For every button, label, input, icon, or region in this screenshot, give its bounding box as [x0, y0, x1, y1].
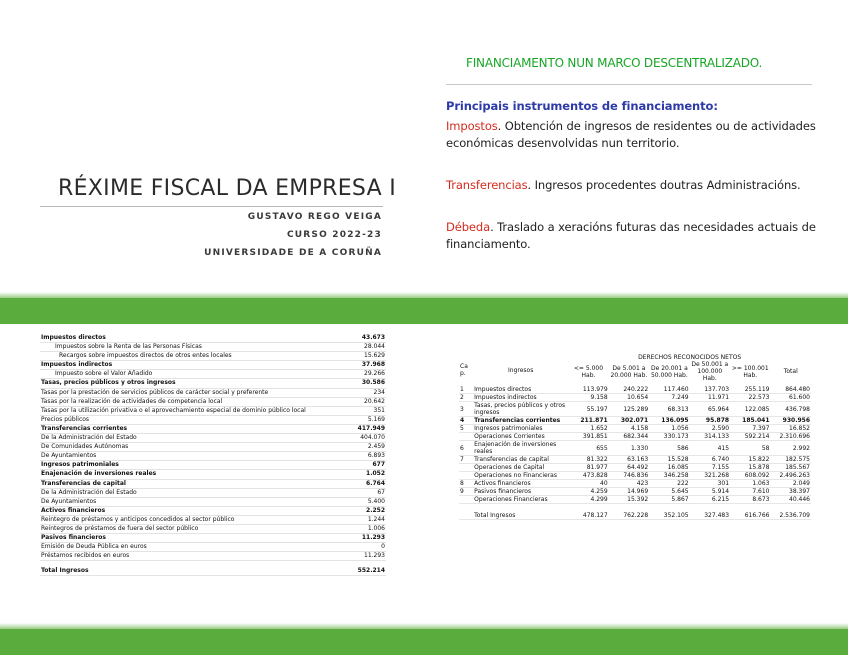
table-row: [40, 416, 386, 425]
row-cell: 14.969: [609, 488, 649, 496]
row-cell: 185.041: [730, 417, 770, 425]
row-cap: 2: [459, 394, 473, 402]
row-cell: 15.392: [609, 496, 649, 504]
instruments-heading-text: Principais instrumentos de financiamento:: [446, 99, 718, 113]
row-value: 20.642: [364, 397, 385, 405]
row-cell: 2.536.709: [771, 512, 812, 520]
row-cell: 4.299: [568, 496, 608, 504]
table-row: [459, 496, 811, 504]
row-label: Tasas por la utilización privativa o el aprovechamiento especial de dominio público local: [41, 406, 306, 414]
table-row: [459, 402, 811, 417]
row-cell: 64.492: [609, 464, 649, 472]
row-value: 2.459: [367, 443, 385, 451]
row-label: Impuestos sobre la Renta de las Personas Físicas: [55, 343, 202, 351]
row-value: 30.586: [361, 379, 385, 387]
row-value: 1.006: [367, 524, 385, 532]
row-cell: 346.258: [649, 472, 689, 480]
table-row: [40, 425, 386, 434]
row-value: 1.052: [366, 470, 385, 478]
row-cell: 40.446: [771, 496, 812, 504]
financing-slide-title: FINANCIAMENTO NUN MARCO DESCENTRALIZADO.: [466, 56, 763, 70]
row-cell: 185.567: [771, 464, 812, 472]
table-row: [459, 456, 811, 464]
row-cell: 2.049: [771, 480, 812, 488]
row-cap: [459, 472, 473, 480]
row-cell: 136.095: [649, 417, 689, 425]
row-label: Tasas por la prestación de servicios públicos de carácter social y preferente: [41, 388, 269, 396]
row-cell: 222: [649, 480, 689, 488]
desc-transferencias: . Ingresos procedentes doutras Administracións.: [527, 178, 801, 192]
row-cell: 352.105: [649, 512, 689, 520]
row-label: Transferencias de capital: [473, 456, 568, 464]
row-cell: 1.056: [649, 425, 689, 433]
row-value: 417.949: [357, 424, 385, 432]
instrument-impostos: [446, 118, 830, 152]
row-cell: 65.964: [690, 402, 730, 417]
table-row: [40, 407, 386, 416]
author-name: GUSTAVO REGO VEIGA: [247, 212, 382, 222]
table-row: [40, 498, 386, 507]
row-cap: 1: [459, 386, 473, 394]
row-label: Tasas, precios públicos y otros ingresos: [41, 379, 176, 387]
row-cell: 16.085: [649, 464, 689, 472]
row-label: Enajenación de inversiones reales: [41, 470, 157, 478]
col-header-cap: Ca p.: [460, 363, 468, 377]
row-cell: 1.652: [568, 425, 608, 433]
row-cell: 586: [649, 441, 689, 456]
row-cell: 16.852: [771, 425, 812, 433]
table-row: [40, 352, 386, 361]
row-label: Transferencias de capital: [41, 479, 126, 487]
table-row: [459, 472, 811, 480]
row-label: De la Administración del Estado: [41, 434, 137, 442]
row-cell: 22.573: [730, 394, 770, 402]
row-label: Precios públicos: [41, 415, 90, 423]
table-row: [40, 543, 386, 552]
row-cell: 5.867: [649, 496, 689, 504]
row-cell: 682.344: [609, 433, 649, 441]
row-cell: 321.268: [690, 472, 730, 480]
row-value: 29.266: [364, 370, 385, 378]
row-cell: 40: [568, 480, 608, 488]
table-row: [40, 480, 386, 489]
table-row: [40, 334, 386, 343]
row-value: 28.044: [364, 343, 385, 351]
row-label: Total Ingresos: [41, 567, 89, 575]
row-cell: 746.836: [609, 472, 649, 480]
row-value: 5.400: [367, 497, 385, 505]
row-label: Operaciones Corrientes: [473, 433, 568, 441]
row-cell: 58: [730, 441, 770, 456]
row-cell: 240.222: [609, 386, 649, 394]
table-row: [459, 425, 811, 433]
table-row: [40, 525, 386, 534]
table-row: [459, 394, 811, 402]
row-cell: 314.133: [690, 433, 730, 441]
row-label: Operaciones no Financieras: [473, 472, 568, 480]
row-cell: 7.155: [690, 464, 730, 472]
table-row: [459, 386, 811, 394]
row-label: De Ayuntamientos: [41, 497, 97, 505]
row-label: Impuestos indirectos: [473, 394, 568, 402]
row-value: 0: [381, 543, 385, 551]
row-cell: 137.703: [690, 386, 730, 394]
row-cell: 68.313: [649, 402, 689, 417]
row-label: Activos financieros: [41, 506, 106, 514]
table-spacer: [459, 504, 811, 513]
row-cell: 7.249: [649, 394, 689, 402]
row-label: Pasivos financieros: [473, 488, 568, 496]
row-label: Emisión de Deuda Pública en euros: [41, 543, 147, 551]
row-cell: 4.158: [609, 425, 649, 433]
row-cell: 473.828: [568, 472, 608, 480]
row-label: Ingresos patrimoniales: [41, 461, 119, 469]
row-value: 2.252: [366, 506, 385, 514]
university-label: UNIVERSIDADE DE A CORUÑA: [204, 248, 382, 258]
row-label: Operaciones Financieras: [473, 496, 568, 504]
row-label: Total Ingresos: [473, 512, 568, 520]
row-cell: 6.740: [690, 456, 730, 464]
row-cell: 81.977: [568, 464, 608, 472]
row-cell: 423: [609, 480, 649, 488]
row-cell: 415: [690, 441, 730, 456]
row-cell: 15.528: [649, 456, 689, 464]
financing-title-divider: [446, 84, 812, 85]
row-value: 11.293: [364, 552, 385, 560]
row-cell: 391.851: [568, 433, 608, 441]
table-row: [40, 516, 386, 525]
table-row: [40, 461, 386, 470]
row-cell: 2.992: [771, 441, 812, 456]
col-header: <= 5.000 Hab.: [573, 364, 604, 379]
row-value: 11.293: [361, 534, 385, 542]
row-cell: 592.214: [730, 433, 770, 441]
row-value: 15.629: [364, 352, 385, 360]
row-cell: 5.645: [649, 488, 689, 496]
row-cap: [459, 496, 473, 504]
row-cell: 1.063: [730, 480, 770, 488]
row-cell: 608.092: [730, 472, 770, 480]
table-row: [40, 534, 386, 543]
row-value: 6.893: [367, 452, 385, 460]
row-cap: 5: [459, 425, 473, 433]
row-cell: 930.956: [771, 417, 812, 425]
row-label: Transferencias corrientes: [473, 417, 568, 425]
instrument-transferencias: [446, 177, 830, 194]
row-cap: 8: [459, 480, 473, 488]
row-cell: 2.590: [690, 425, 730, 433]
revenue-table-left: [40, 334, 386, 576]
green-band-top: [0, 298, 848, 324]
course-label: CURSO 2022-23: [286, 230, 382, 240]
row-cell: 255.119: [730, 386, 770, 394]
row-cell: 655: [568, 441, 608, 456]
row-cell: 5.914: [690, 488, 730, 496]
table-row: [459, 480, 811, 488]
row-cell: 15.878: [730, 464, 770, 472]
col-header: De 20.001 a 50.000 Hab.: [650, 364, 688, 379]
row-cell: 182.575: [771, 456, 812, 464]
row-cell: 38.397: [771, 488, 812, 496]
row-label: Activos financieros: [473, 480, 568, 488]
group-header: DERECHOS RECONOCIDOS NETOS: [638, 354, 742, 361]
row-cap: 4: [459, 417, 473, 425]
row-label: De la Administración del Estado: [41, 488, 137, 496]
row-cell: 11.971: [690, 394, 730, 402]
table-row: [40, 443, 386, 452]
desc-impostos: . Obtención de ingresos de residentes ou de actividades económicas desenvolvidas nun territorio.: [446, 119, 816, 150]
row-cap: [459, 464, 473, 472]
row-cell: 55.197: [568, 402, 608, 417]
table-row: [40, 507, 386, 516]
col-header: >= 100.001 Hab.: [731, 364, 769, 379]
row-cap: 3: [459, 402, 473, 417]
table-row: [459, 488, 811, 496]
term-debeda: Débeda: [446, 220, 491, 234]
table-row: [40, 434, 386, 443]
row-cell: 95.878: [690, 417, 730, 425]
row-cell: 6.215: [690, 496, 730, 504]
table-row: [40, 552, 386, 561]
row-label: Recargos sobre impuestos directos de otros entes locales: [59, 352, 232, 360]
table-row: [40, 361, 386, 370]
table-row: [40, 452, 386, 461]
row-cell: 122.085: [730, 402, 770, 417]
row-cap: [459, 512, 473, 520]
table-row: [459, 433, 811, 441]
row-value: 234: [373, 388, 385, 396]
table-row: [40, 398, 386, 407]
row-cell: 113.979: [568, 386, 608, 394]
row-label: Impuestos directos: [473, 386, 568, 394]
row-label: De Ayuntamientos: [41, 452, 97, 460]
row-cell: 616.766: [730, 512, 770, 520]
row-cell: 2.496.263: [771, 472, 812, 480]
row-label: Reintegro de préstamos y anticipos concedidos al sector público: [41, 515, 235, 523]
col-header: De 5.001 a 20.000 Hab.: [610, 364, 648, 379]
row-cell: 125.289: [609, 402, 649, 417]
row-value: 351: [373, 406, 385, 414]
row-label: Transferencias corrientes: [41, 424, 128, 432]
row-label: Tasas, precios públicos y otros ingresos: [473, 402, 568, 417]
row-cell: 330.173: [649, 433, 689, 441]
row-value: 43.673: [361, 334, 385, 341]
row-cap: 6: [459, 441, 473, 456]
row-cell: 327.483: [690, 512, 730, 520]
row-cell: 762.228: [609, 512, 649, 520]
row-cell: 4.259: [568, 488, 608, 496]
row-cell: 8.673: [730, 496, 770, 504]
term-transferencias: Transferencias: [446, 178, 528, 192]
row-value: 552.214: [357, 567, 385, 575]
row-value: 404.070: [360, 434, 385, 442]
row-cell: 7.610: [730, 488, 770, 496]
table-row: [459, 441, 811, 456]
table-row: [459, 512, 811, 520]
table-row: [40, 343, 386, 352]
row-cell: 117.460: [649, 386, 689, 394]
table-row: [40, 470, 386, 479]
row-cell: 15.822: [730, 456, 770, 464]
green-band-bottom: [0, 629, 848, 655]
row-value: 67: [377, 488, 385, 496]
row-label: Impuestos indirectos: [41, 361, 113, 369]
row-cell: 61.600: [771, 394, 812, 402]
presentation-title: RÉXIME FISCAL DA EMPRESA I: [58, 176, 397, 201]
title-divider: [40, 206, 383, 207]
table-row: [40, 370, 386, 379]
col-header: Total: [783, 368, 798, 375]
row-cap: 7: [459, 456, 473, 464]
row-cell: 63.163: [609, 456, 649, 464]
row-label: Impuesto sobre el Valor Añadido: [55, 370, 153, 378]
row-label: Ingresos patrimoniales: [473, 425, 568, 433]
row-label: Reintegros de préstamos de fuera del sector público: [41, 524, 199, 532]
row-value: 37.968: [361, 361, 385, 369]
row-label: Préstamos recibidos en euros: [41, 552, 130, 560]
row-label: Tasas por la realización de actividades de competencia local: [41, 397, 223, 405]
instruments-heading: [446, 98, 830, 115]
row-cell: 10.654: [609, 394, 649, 402]
table-row: [40, 489, 386, 498]
row-cap: 9: [459, 488, 473, 496]
row-cell: 301: [690, 480, 730, 488]
revenue-table-right: [459, 354, 811, 520]
row-cell: 81.322: [568, 456, 608, 464]
row-cell: 864.480: [771, 386, 812, 394]
row-label: Enajenación de inversiones reales: [473, 441, 568, 456]
row-value: 677: [372, 461, 385, 469]
row-cap: [459, 433, 473, 441]
row-label: Pasivos financieros: [41, 534, 106, 542]
row-cell: 2.310.696: [771, 433, 812, 441]
row-cell: 9.158: [568, 394, 608, 402]
table-row: [40, 389, 386, 398]
desc-debeda: . Traslado a xeracións futuras das necesidades actuais de financiamento.: [446, 220, 816, 251]
row-cell: 436.798: [771, 402, 812, 417]
col-header-ingresos: Ingresos: [508, 366, 534, 374]
table-row: [40, 379, 386, 388]
row-label: Operaciones de Capital: [473, 464, 568, 472]
row-cell: 1.330: [609, 441, 649, 456]
term-impostos: Impostos: [446, 119, 498, 133]
table-row: [459, 464, 811, 472]
col-header: De 50.001 a 100.000 Hab.: [691, 361, 729, 382]
instrument-debeda: [446, 219, 830, 253]
table-row: [459, 417, 811, 425]
row-value: 5.169: [367, 415, 385, 423]
row-cell: 7.397: [730, 425, 770, 433]
row-value: 1.244: [367, 515, 385, 523]
row-value: 6.764: [366, 479, 385, 487]
row-cell: 302.071: [609, 417, 649, 425]
row-cell: 211.871: [568, 417, 608, 425]
table-row: [40, 567, 386, 576]
row-label: Impuestos directos: [41, 334, 106, 341]
row-cell: 478.127: [568, 512, 608, 520]
row-label: De Comunidades Autónomas: [41, 443, 129, 451]
